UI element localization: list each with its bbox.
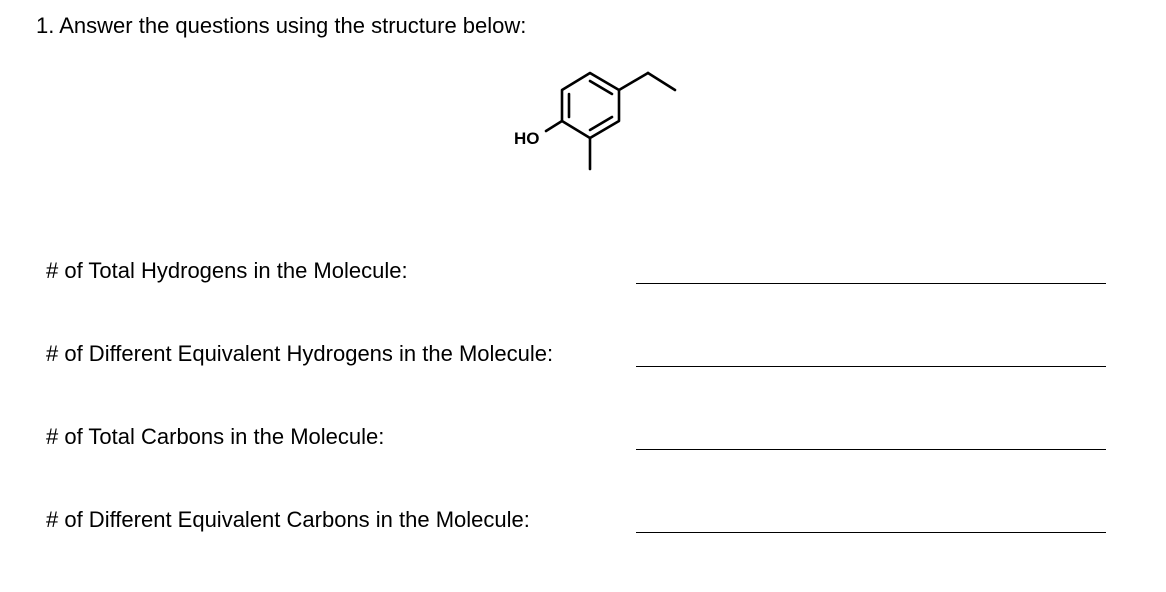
answer-blank[interactable] [636,449,1106,450]
ethyl-group [619,73,675,90]
answer-blank[interactable] [636,366,1106,367]
hydroxyl-bond [546,121,562,131]
ring-inner-double-bonds [569,81,612,130]
hydroxyl-label: HO [514,129,540,148]
question-label: # of Total Carbons in the Molecule: [46,424,385,449]
question-heading: 1. Answer the questions using the structure below: [36,13,527,38]
question-label: # of Total Hydrogens in the Molecule: [46,258,408,283]
answer-blank[interactable] [636,283,1106,284]
molecule-structure [500,60,700,180]
question-label: # of Different Equivalent Hydrogens in the Molecule: [46,341,554,366]
answer-blank[interactable] [636,532,1106,533]
question-label: # of Different Equivalent Carbons in the Molecule: [46,507,530,532]
